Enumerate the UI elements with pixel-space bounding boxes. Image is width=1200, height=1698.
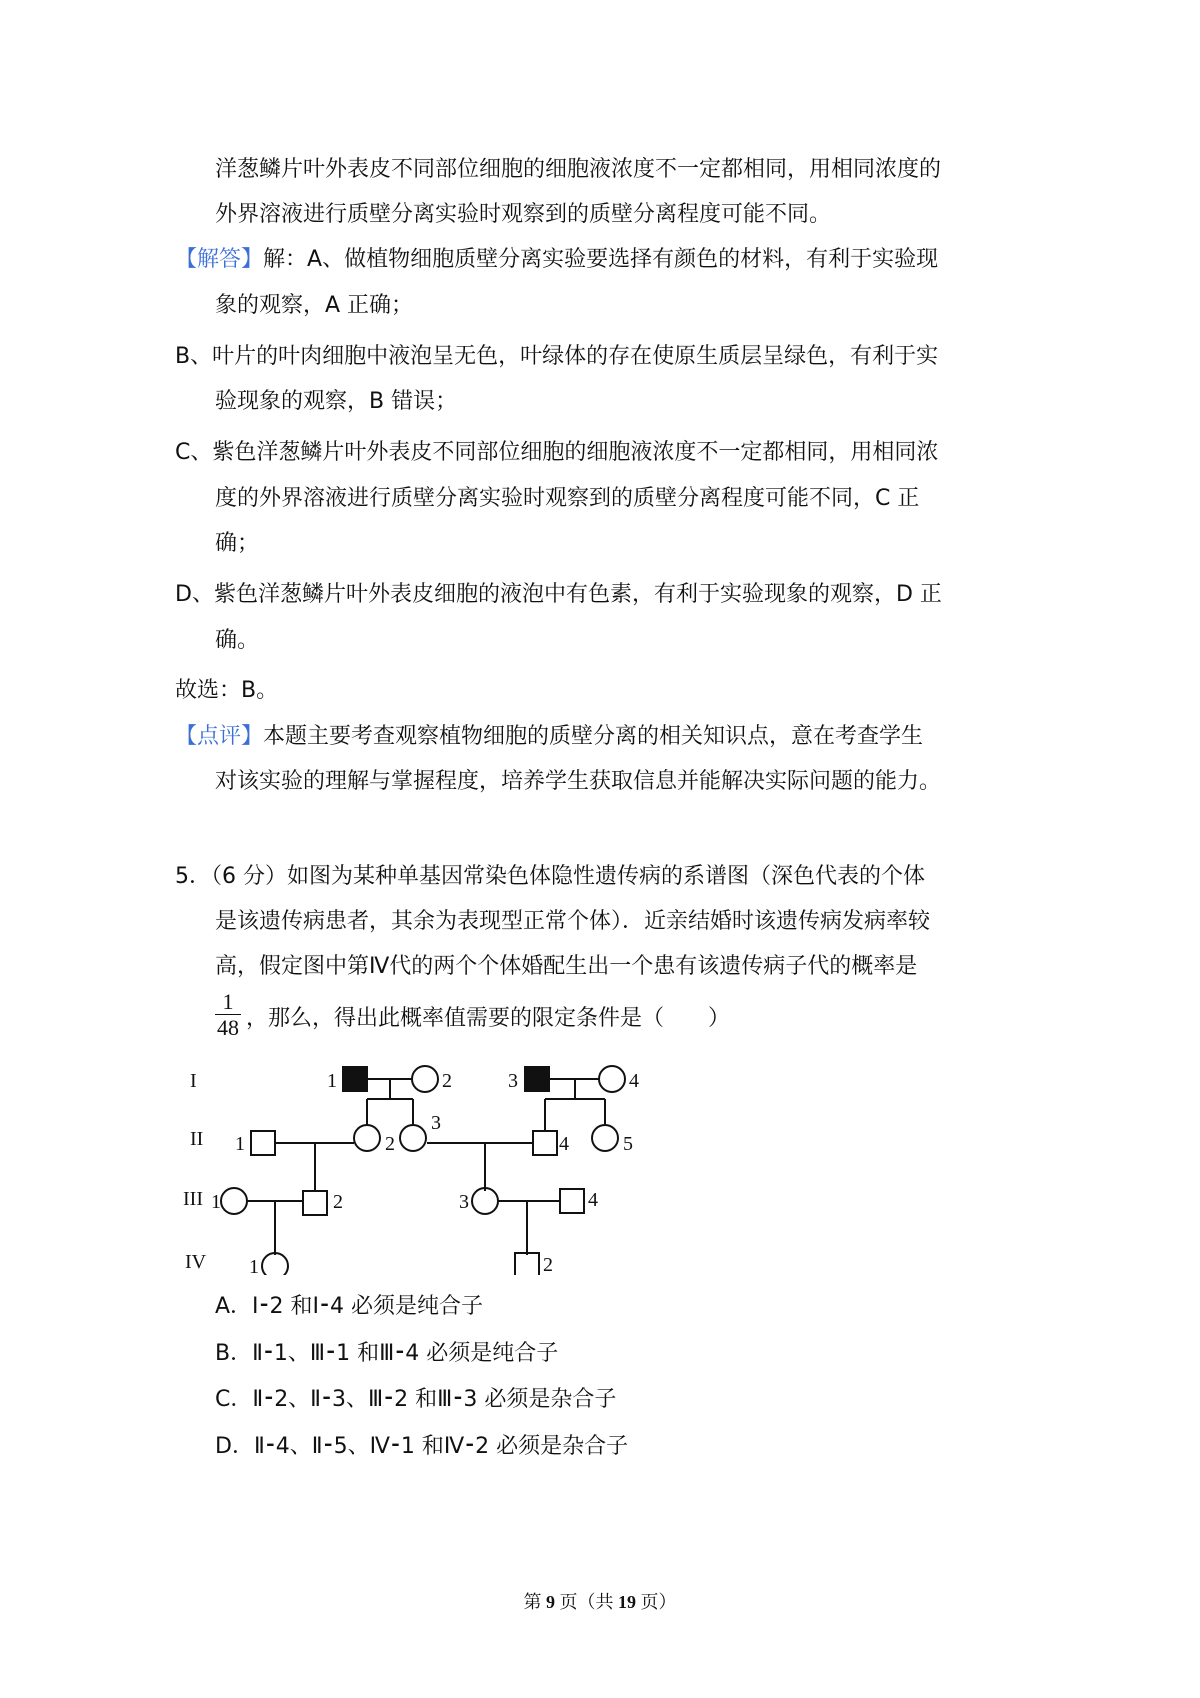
text-line: 象的观察，A 正确； [215, 293, 414, 318]
individual-label: 2 [333, 1191, 343, 1213]
pedigree-male [303, 1191, 327, 1215]
generation-label: I [190, 1070, 197, 1092]
question-line: 5．（6 分）如图为某种单基因常染色体隐性遗传病的系谱图（深色代表的个体 [175, 864, 925, 889]
text-line: 验现象的观察，B 错误； [215, 389, 458, 414]
answer-choice: 故选：B。 [175, 678, 279, 703]
generation-label: III [183, 1188, 203, 1210]
pedigree-female [592, 1125, 618, 1151]
probability-fraction [213, 990, 243, 1041]
pedigree-male [251, 1131, 275, 1155]
text-line: 外界溶液进行质壁分离实验时观察到的质壁分离程度可能不同。 [215, 202, 832, 227]
individual-label: 2 [385, 1133, 395, 1155]
comment-text: 本题主要考查观察植物细胞的质壁分离的相关知识点，意在考查学生 [263, 724, 924, 749]
generation-label: II [190, 1128, 204, 1150]
page-footer [0, 1588, 1200, 1614]
answer-tag: 【解答】 [175, 247, 264, 272]
option-a: A．Ⅰ⁃2 和Ⅰ⁃4 必须是纯合子 [215, 1294, 484, 1319]
individual-label: 5 [623, 1133, 633, 1155]
individual-label: 4 [588, 1189, 598, 1211]
answer-text: 解：A、做植物细胞质壁分离实验要选择有颜色的材料，有利于实验现 [263, 247, 939, 272]
pedigree-male [515, 1253, 539, 1275]
individual-label: 3 [431, 1112, 441, 1134]
answer-line [175, 244, 938, 276]
individual-label: 3 [508, 1070, 518, 1092]
text-line: D、紫色洋葱鳞片叶外表皮细胞的液泡中有色素，有利于实验现象的观察，D 正 [175, 582, 942, 607]
comment-tag: 【点评】 [175, 724, 264, 749]
footer-page-number: 9 [546, 1592, 555, 1612]
comment-line [175, 721, 923, 753]
footer-middle: 页（共 [555, 1592, 618, 1612]
option-c: C．Ⅱ⁃2、Ⅱ⁃3、Ⅲ⁃2 和Ⅲ⁃3 必须是杂合子 [215, 1387, 617, 1412]
pedigree-female [354, 1125, 380, 1151]
pedigree-female [221, 1188, 247, 1214]
text-line: 对该实验的理解与掌握程度，培养学生获取信息并能解决实际问题的能力。 [215, 769, 942, 794]
individual-label: 2 [442, 1070, 452, 1092]
pedigree-female [472, 1188, 498, 1214]
question-line: ，那么，得出此概率值需要的限定条件是（ ） [246, 1006, 731, 1031]
pedigree-male [560, 1189, 584, 1213]
individual-label: 4 [559, 1133, 569, 1155]
text-line: 洋葱鳞片叶外表皮不同部位细胞的细胞液浓度不一定都相同，用相同浓度的 [215, 157, 942, 182]
text-line: 度的外界溶液进行质壁分离实验时观察到的质壁分离程度可能不同，C 正 [215, 486, 920, 511]
text-line: 确； [215, 531, 260, 556]
individual-label: 1 [211, 1191, 221, 1213]
fraction-numerator: 1 [222, 989, 234, 1014]
pedigree-male-affected [525, 1067, 549, 1091]
option-d: D．Ⅱ⁃4、Ⅱ⁃5、Ⅳ⁃1 和Ⅳ⁃2 必须是杂合子 [215, 1434, 629, 1459]
individual-label: 3 [459, 1191, 469, 1213]
pedigree-female [599, 1066, 625, 1092]
individual-label: 1 [327, 1070, 337, 1092]
pedigree-female [262, 1253, 288, 1275]
text-line: 确。 [215, 628, 260, 653]
individual-label: 2 [543, 1254, 553, 1275]
fraction-denominator: 48 [217, 1015, 239, 1040]
option-b: B．Ⅱ⁃1、Ⅲ⁃1 和Ⅲ⁃4 必须是纯合子 [215, 1341, 559, 1366]
footer-prefix: 第 [523, 1592, 546, 1612]
individual-label: 4 [629, 1070, 639, 1092]
pedigree-female [400, 1125, 426, 1151]
text-line: B、叶片的叶肉细胞中液泡呈无色，叶绿体的存在使原生质层呈绿色，有利于实 [175, 344, 939, 369]
pedigree-diagram [175, 1065, 675, 1275]
footer-total-pages: 19 [618, 1592, 636, 1612]
generation-label: IV [185, 1251, 207, 1273]
individual-label: 1 [249, 1256, 259, 1275]
individual-label: 1 [235, 1133, 245, 1155]
text-line: C、紫色洋葱鳞片叶外表皮不同部位细胞的细胞液浓度不一定都相同，用相同浓 [175, 440, 939, 465]
question-line: 高，假定图中第Ⅳ代的两个个体婚配生出一个患有该遗传病子代的概率是 [215, 954, 918, 979]
pedigree-male [533, 1131, 557, 1155]
pedigree-female [412, 1066, 438, 1092]
footer-suffix: 页） [636, 1592, 677, 1612]
pedigree-male-affected [343, 1067, 367, 1091]
question-line: 是该遗传病患者，其余为表现型正常个体）．近亲结婚时该遗传病发病率较 [215, 909, 931, 934]
